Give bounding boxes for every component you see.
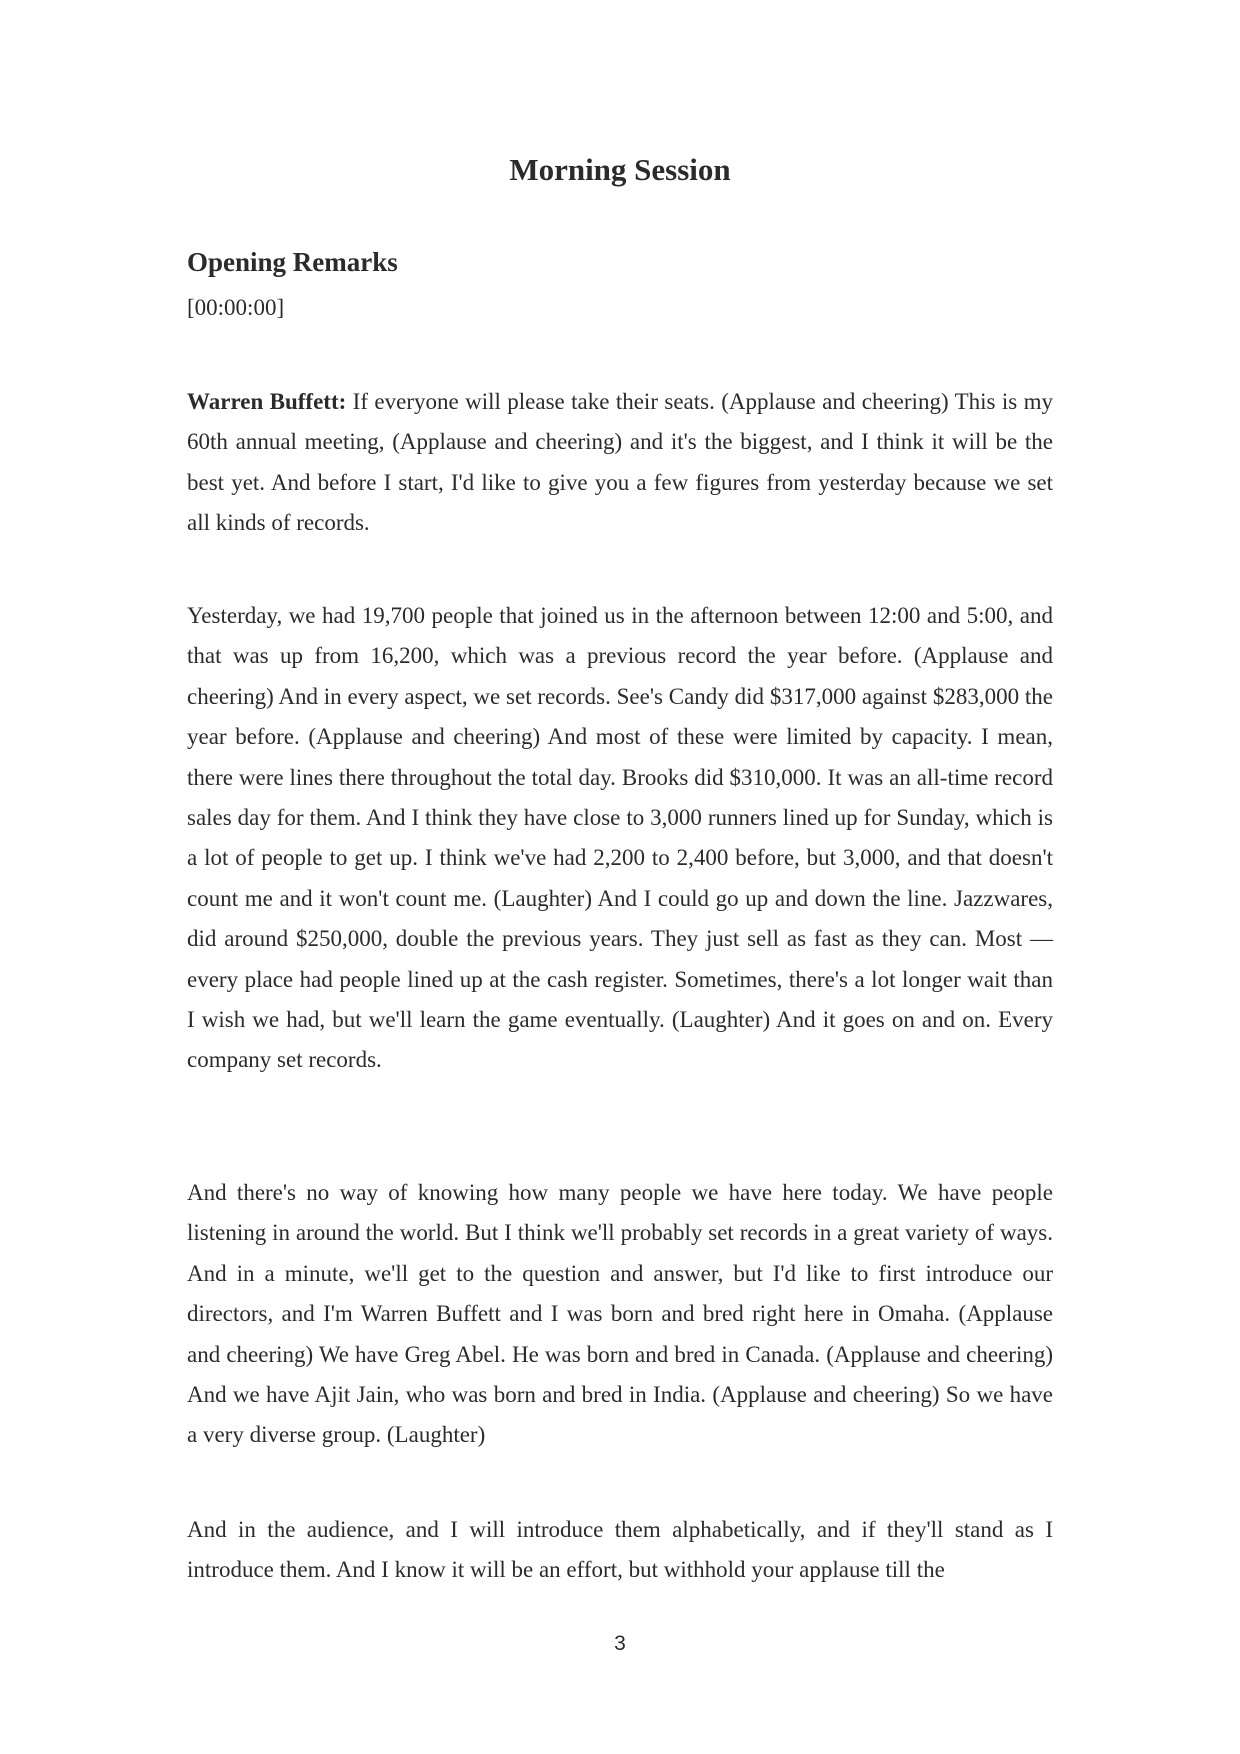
transcript-paragraph [187, 382, 1053, 544]
page-number: 3 [614, 1632, 626, 1655]
transcript-paragraph: Yesterday, we had 19,700 people that joined us in the afternoon between 12:00 and 5:00, and that was up from 16,200, which was a previous record the year before. (Applause and cheering) And in every aspect, we set records. See's Candy did $317,000 against $283,000 the year before. (Applause and cheering) And most of these were limited by capacity. I mean, there were lines there throughout the total day. Brooks did $310,000. It was an all-time record sales day for them. And I think they have close to 3,000 runners lined up for Sunday, which is a lot of people to get up. I think we've had 2,200 to 2,400 before, but 3,000, and that doesn't count me and it won't count me. (Laughter) And I could go up and down the line. Jazzwares, did around $250,000, double the previous years. They just sell as fast as they can. Most — every place had people lined up at the cash register. Sometimes, there's a lot longer wait than I wish we had, but we'll learn the game eventually. (Laughter) And it goes on and on. Every company set records. [187, 603, 1053, 1073]
section-heading: Opening Remarks [187, 247, 398, 277]
paragraph-text: If everyone will please take their seats. (Applause and cheering) This is my 60th annual meeting, (Applause and cheering) and it's the biggest, and I think it will be the best yet. And before I start, I'd like to give you a few figures from yesterday because we set all kinds of records. [187, 389, 1053, 536]
speaker-name: Warren Buffett: [187, 389, 347, 414]
transcript-paragraph: And in the audience, and I will introduce them alphabetically, and if they'll stand as I introduce them. And I know it will be an effort, but withhold your applause till the [187, 1517, 1053, 1583]
transcript-paragraph: And there's no way of knowing how many people we have here today. We have people listening in around the world. But I think we'll probably set records in a great variety of ways. And in a minute, we'll get to the question and answer, but I'd like to first introduce our directors, and I'm Warren Buffett and I was born and bred right here in Omaha. (Applause and cheering) We have Greg Abel. He was born and bred in Canada. (Applause and cheering) And we have Ajit Jain, who was born and bred in India. (Applause and cheering) So we have a very diverse group. (Laughter) [187, 1180, 1053, 1448]
timestamp: [00:00:00] [187, 295, 285, 320]
session-title: Morning Session [509, 152, 731, 187]
